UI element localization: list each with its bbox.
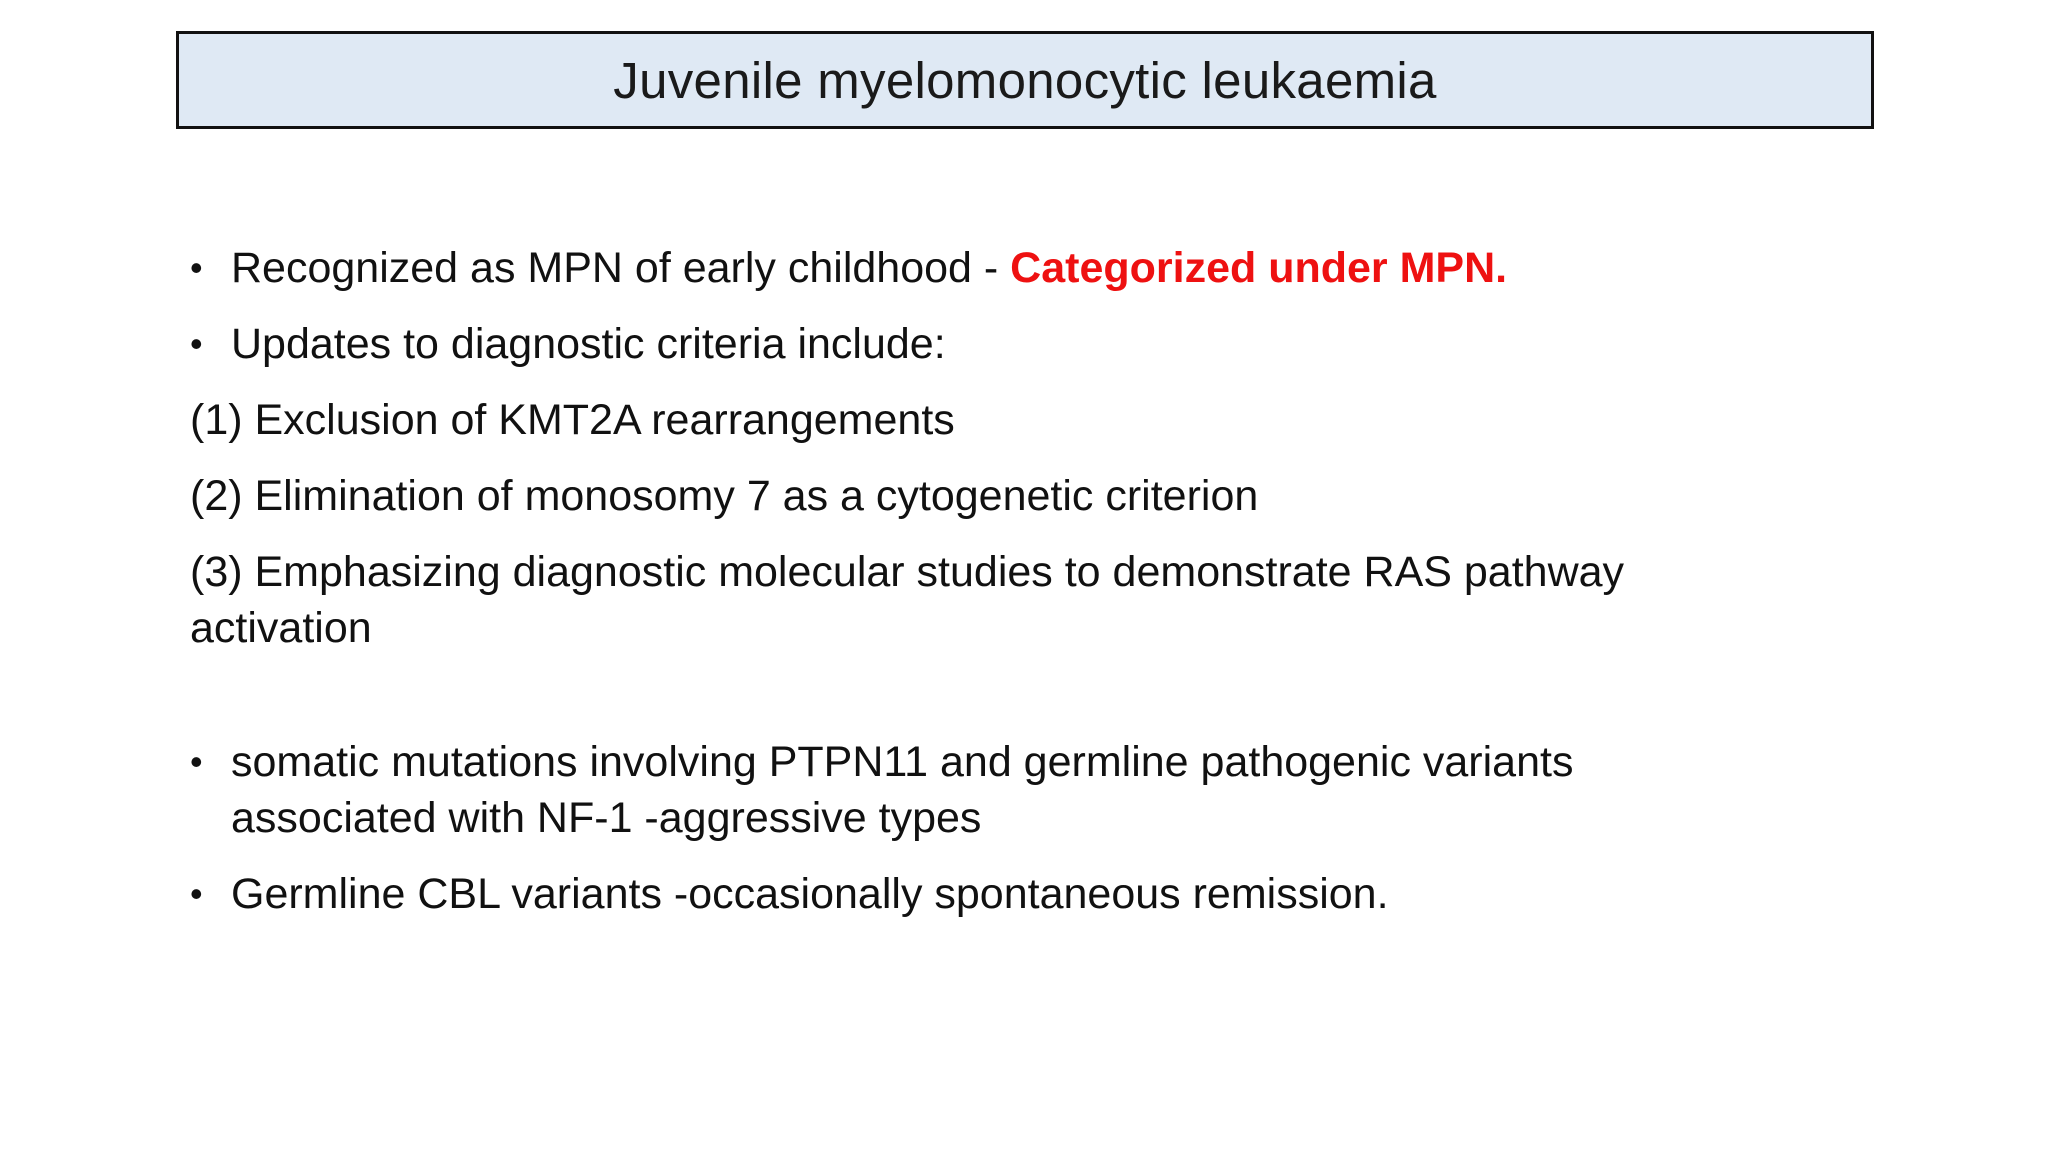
bullet-text-main: Recognized as MPN of early childhood - [231,244,1011,292]
bullet-text [231,240,1890,296]
criterion-ras-pathway-studies: (3) Emphasizing diagnostic molecular studies to demonstrate RAS pathway activation [190,548,1625,652]
criterion-monosomy-7-elimination: (2) Elimination of monosomy 7 as a cytogenetic criterion [190,472,1259,520]
bullet-item-cbl-variants [190,866,1890,922]
bullet-marker: • [190,247,203,288]
bullet-item-diagnostic-updates [190,316,1890,372]
bullet-item-ptpn11-nf1 [190,734,1890,846]
bullet-text: somatic mutations involving PTPN11 and germline pathogenic variants associated with NF-1 -aggressive types [231,738,1574,842]
bullet-text: Updates to diagnostic criteria include: [231,320,946,368]
criterion-kmt2a-exclusion: (1) Exclusion of KMT2A rearrangements [190,396,955,444]
highlight-categorized-under-mpn: Categorized under MPN. [1010,244,1508,292]
slide-body [190,240,1890,922]
bullet-marker: • [190,323,203,364]
bullet-item-mpn-recognition [190,240,1890,296]
bullet-text: Germline CBL variants -occasionally spontaneous remission. [231,870,1389,918]
bullet-marker: • [190,741,203,782]
slide-title: Juvenile myelomonocytic leukaemia [613,51,1437,109]
slide-title-box [176,31,1874,129]
bullet-marker: • [190,873,203,914]
